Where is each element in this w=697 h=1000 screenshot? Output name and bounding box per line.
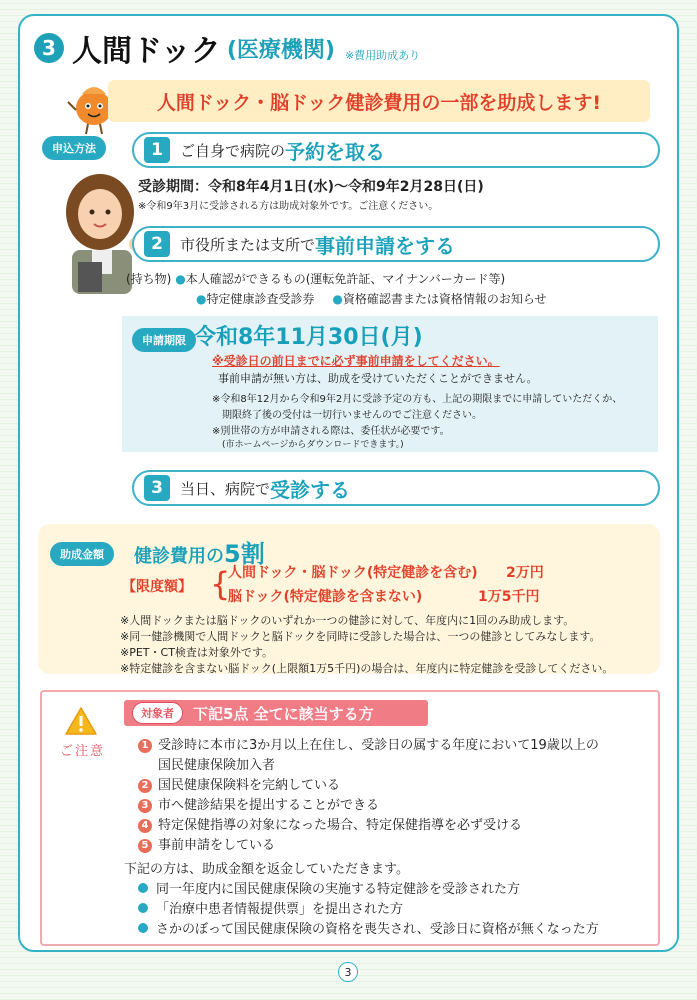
grant-box (38, 524, 660, 674)
condition-1 (138, 734, 599, 753)
step-1 (132, 132, 660, 168)
limit-1-name: 人間ドック・脳ドック(特定健診を含む) (228, 565, 478, 581)
caution-box (40, 690, 660, 946)
grant-headline-text: 健診費用の (134, 546, 224, 567)
refund-2 (138, 898, 403, 917)
target-text: 下記5点 全てに該当する方 (193, 704, 374, 723)
condition-5-number: 5 (138, 839, 152, 853)
page-subtitle: (医療機関) (226, 37, 335, 63)
warning-icon (64, 706, 98, 736)
belonging-item-2: 特定健康診査受診券 (206, 292, 315, 306)
step-1-number: 1 (144, 137, 170, 163)
deadline-date: 令和8年11月30日(月) (194, 325, 423, 350)
step-3-number: 3 (144, 475, 170, 501)
belonging-item-3: 資格確認書または資格情報のお知らせ (342, 292, 547, 306)
page-number: 3 (338, 962, 358, 982)
section-header (34, 26, 420, 70)
step-2 (132, 226, 660, 262)
deadline-line-5: (市ホームページからダウンロードできます。) (222, 440, 404, 450)
belongings-line-1: (持ち物) ●本人確認ができるもの(運転免許証、マイナンバーカード等) (126, 272, 506, 286)
deadline-tag: 申請期限 (132, 328, 196, 352)
belongings-label: (持ち物) (126, 272, 172, 286)
limit-label: 【限度額】 (122, 579, 192, 595)
limit-2-name: 脳ドック(特定健診を含まない) (228, 589, 423, 605)
step-1-text: ご自身で病院の (180, 141, 286, 160)
condition-4-text: 特定保健指導の対象になった場合、特定保健指導を必ず受ける (158, 818, 523, 833)
deadline-line-2: ※令和8年12月から令和9年2月に受診予定の方も、上記の期限までに申請していただくか、 (212, 394, 623, 405)
refund-1-text: 同一年度内に国民健康保険の実施する特定健診を受診された方 (156, 882, 521, 897)
apply-method-tag: 申込方法 (42, 136, 106, 160)
page-title: 人間ドック (72, 34, 221, 69)
exam-period: 受診期間：令和8年4月1日(水)～令和9年2月28日(日) (138, 179, 484, 195)
belonging-item-1: 本人確認ができるもの(運転免許証、マイナンバーカード等) (185, 272, 506, 286)
step-2-text: 市役所または支所で (180, 235, 316, 254)
condition-4-number: 4 (138, 819, 152, 833)
deadline-warning: ※受診日の前日までに必ず事前申請をしてください。 (212, 354, 500, 368)
belongings-line-2: ●特定健康診査受診券 ●資格確認書または資格情報のお知らせ (196, 292, 547, 306)
grant-note-4: ※特定健診を含まない脳ドック(上限額1万5千円)の場合は、年度内に特定健診を受診してください。 (120, 662, 614, 675)
main-banner: 人間ドック・脳ドック健診費用の一部を助成します! (108, 80, 650, 122)
subsidy-note: ※費用助成あり (344, 49, 421, 62)
deadline-box (122, 316, 658, 452)
deadline-line-1: 事前申請が無い方は、助成を受けていただくことができません。 (218, 372, 538, 385)
step-3 (132, 470, 660, 506)
exam-period-note: ※令和9年3月に受診される方は助成対象外です。ご注意ください。 (138, 201, 439, 212)
condition-1-number: 1 (138, 739, 152, 753)
caution-label: ご注意 (60, 744, 106, 759)
condition-5 (138, 834, 275, 853)
condition-2-number: 2 (138, 779, 152, 793)
grant-tag: 助成金額 (50, 542, 114, 566)
step-2-highlight: 事前申請をする (315, 233, 456, 258)
step-3-highlight: 受診する (270, 477, 351, 502)
condition-3-text: 市へ健診結果を提出することができる (158, 798, 380, 813)
limit-1-amount: 2万円 (506, 565, 544, 581)
limit-2-amount: 1万5千円 (478, 589, 540, 605)
bullet-icon (138, 923, 148, 933)
condition-1-text: 受診時に本市に3か月以上在住し、受診日の属する年度において19歳以上の (158, 738, 599, 753)
condition-5-text: 事前申請をしている (158, 838, 276, 853)
deadline-line-3: 期限終了後の受付は一切行いませんのでご注意ください。 (222, 410, 482, 421)
refund-intro: 下記の方は、助成金額を返金していただきます。 (124, 862, 409, 877)
limit-brace: { (210, 565, 231, 603)
step-1-highlight: 予約を取る (285, 139, 386, 164)
condition-3-number: 3 (138, 799, 152, 813)
refund-1 (138, 878, 520, 897)
grant-ratio: 5割 (224, 540, 265, 568)
step-2-number: 2 (144, 231, 170, 257)
bullet-icon (138, 903, 148, 913)
condition-2-text: 国民健康保険料を完納している (158, 778, 341, 793)
grant-note-1: ※人間ドックまたは脳ドックのいずれか一つの健診に対して、年度内に1回のみ助成します。 (120, 614, 575, 627)
condition-3 (138, 794, 379, 813)
grant-note-2: ※同一健診機関で人間ドックと脳ドックを同時に受診した場合は、一つの健診としてみなします。 (120, 630, 601, 643)
target-tag: 対象者 (132, 702, 183, 724)
bullet-icon (138, 883, 148, 893)
condition-2 (138, 774, 340, 793)
grant-note-3: ※PET・CT検査は対象外です。 (120, 646, 274, 659)
target-bar (124, 700, 428, 726)
condition-1-cont: 国民健康保険加入者 (158, 758, 276, 773)
condition-4 (138, 814, 522, 833)
refund-2-text: 「治療中患者情報提供票」を提出された方 (156, 902, 404, 917)
refund-3 (138, 918, 599, 937)
deadline-line-4: ※別世帯の方が申請される際は、委任状が必要です。 (212, 426, 450, 437)
step-3-text: 当日、病院で (180, 479, 271, 498)
section-number: 3 (34, 33, 64, 63)
page-frame (18, 14, 679, 952)
refund-3-text: さかのぼって国民健康保険の資格を喪失され、受診日に資格が無くなった方 (156, 922, 599, 937)
